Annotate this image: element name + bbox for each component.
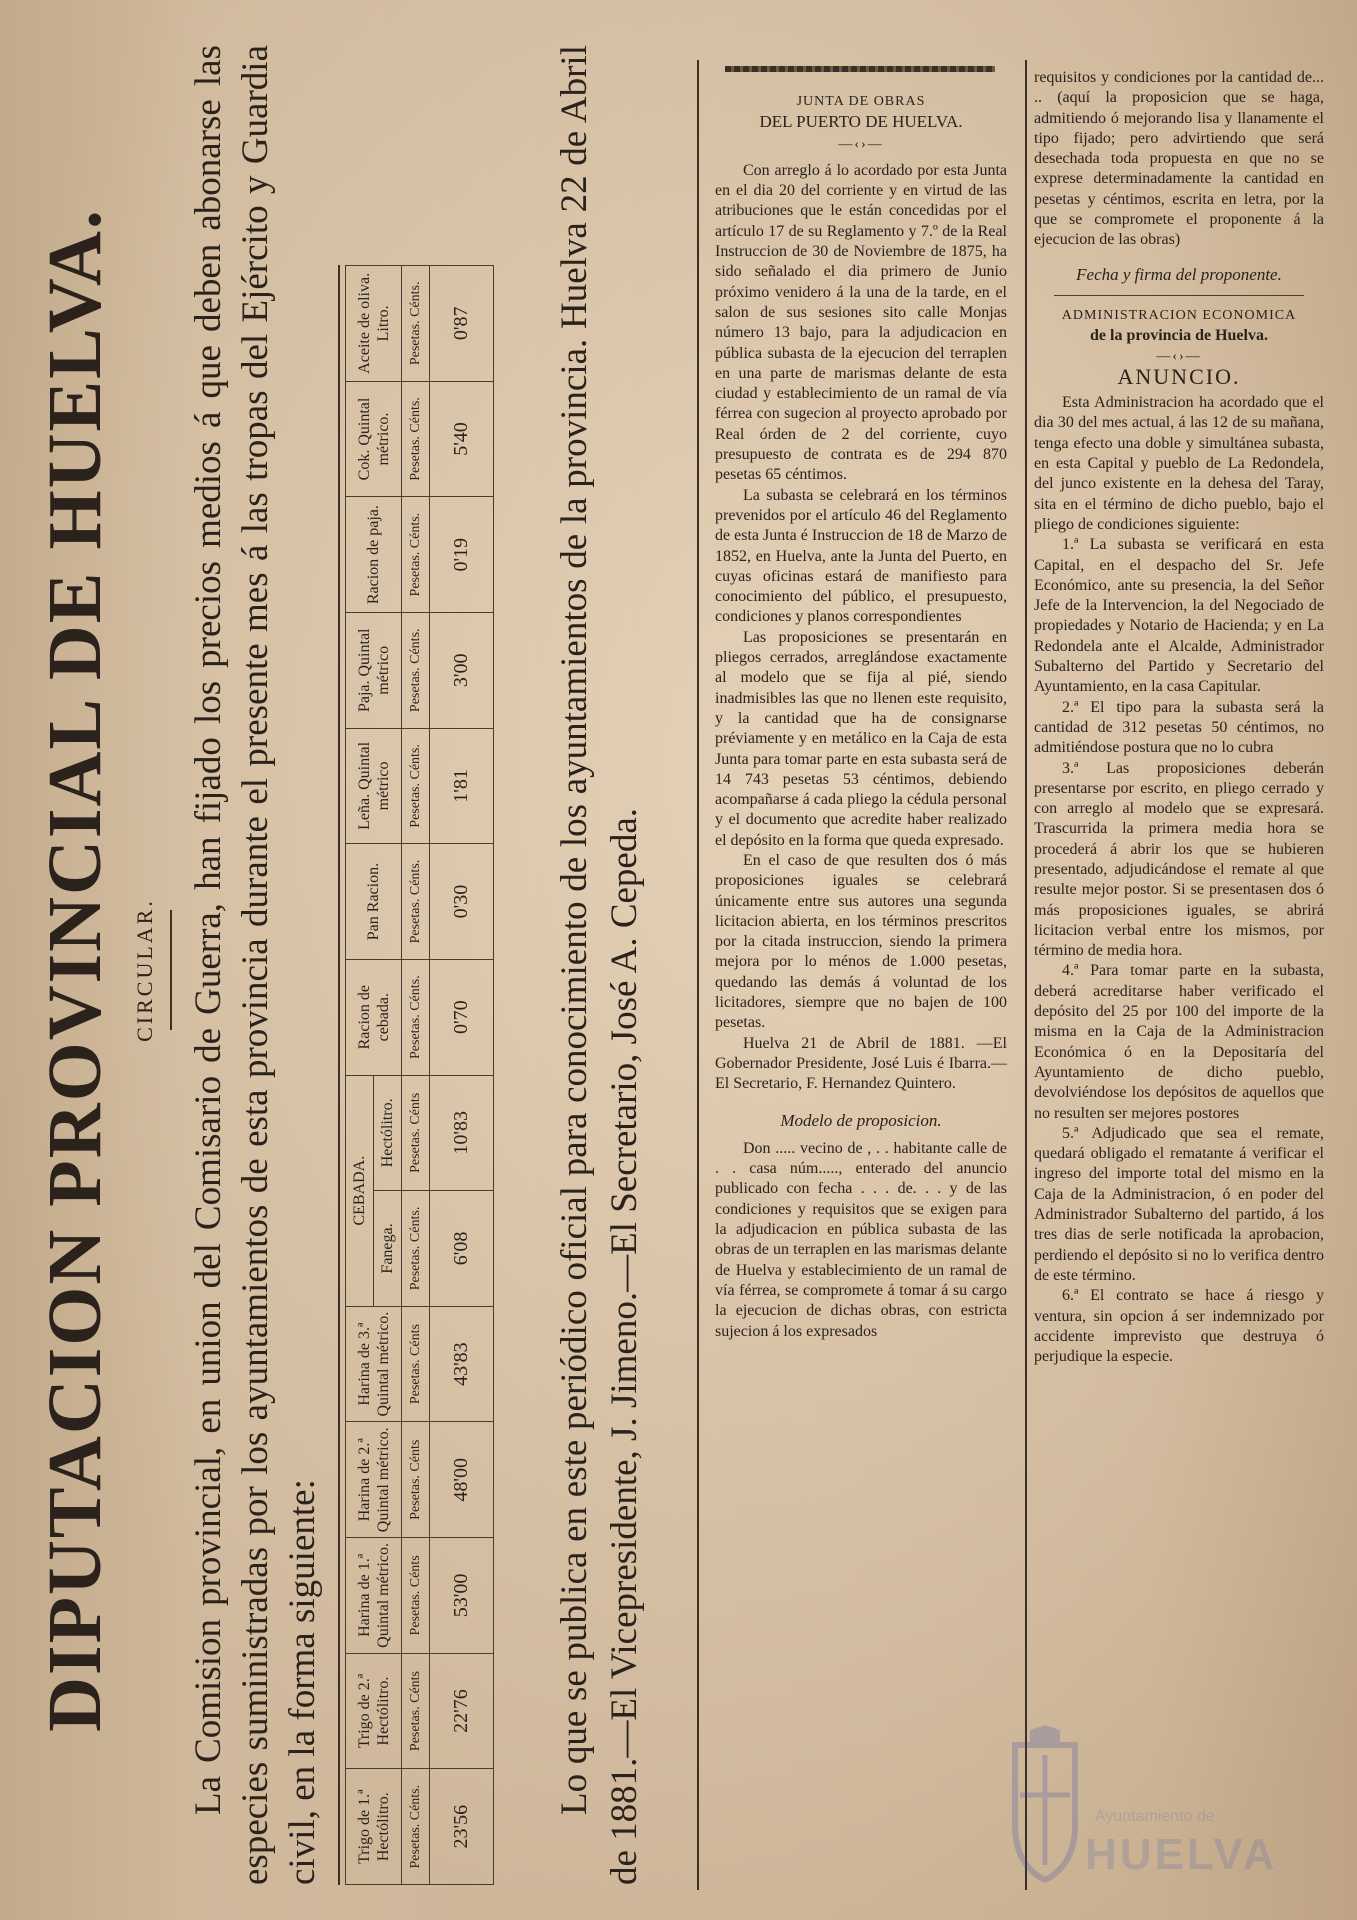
junta-title-line2: DEL PUERTO DE HUELVA. <box>759 112 963 132</box>
unit-cell: Pesetas. Cénts. <box>402 959 430 1075</box>
table-top-rule <box>338 265 340 1885</box>
header-harina-1: Harina de 1.ª Quintal métrico. <box>346 1538 402 1654</box>
junta-paragraph: En el caso de que resulten dos ó más proposiciones iguales se celebrará únicamente entre sus autores una segunda licitacion abierta, en los términos prescritos por la citada instruccion, siendo la primera mejora por lo ménos de 1.000 pesetas, quedando las demás á voluntad de los licitadores, siempre que no bajen de 100 pesetas. <box>715 851 1007 1032</box>
header-trigo-2: Trigo de 2.ª Hectólitro. <box>346 1653 402 1769</box>
admin-item: 5.ª Adjudicado que sea el remate, quedará obligado el rematante á verificar el ingreso del importe total del mismo en la Caja de la Administracion, ó en poder del Administrador Subalterno del partido, á los tres dias de serle notificada la aprobacion, perdiendo el depósito si no lo verifica dentro de este término. <box>1034 1124 1324 1284</box>
header-aceite: Aceite de oliva. Litro. <box>346 266 402 382</box>
unit-cell: Pesetas. Cénts. <box>402 1191 430 1307</box>
price-value: 6'08 <box>430 1191 494 1307</box>
price-table-header-group <box>346 266 374 1885</box>
unit-cell: Pesetas. Cénts. <box>402 497 430 613</box>
price-value: 48'00 <box>430 1422 494 1538</box>
diputacion-circular-block <box>20 35 680 1905</box>
ornament: —‹›— <box>1156 348 1202 364</box>
right-column <box>1034 68 1324 1367</box>
unit-cell: Pesetas. Cénts. <box>402 381 430 497</box>
price-table-values-row <box>430 266 494 1885</box>
header-racion-cebada: Racion de cebada. <box>346 959 402 1075</box>
junta-paragraph: Con arreglo á lo acordado por esta Junta en el dia 20 del corriente y en virtud de las atribuciones que le están concedidas por el artículo 17 de su Reglamento y 7.º de la Real Instruccion de 30 de Noviembre de 1875, ha sido señalado el dia primero de Junio próximo venidero á la una de la tarde, en el salon de sus sesiones sito calle Monjas número 13 bajo, para la adjudicacion en pública subasta de la ejecucion del terraplen en una parte de marismas delante de esta ciudad y establecimiento de un ramal de vía férrea con sugecion al proyecto aprobado por Real órden de 2 del corriente, cuyo presupuesto de contrata es de 294 870 pesetas 65 céntimos. <box>715 161 1007 484</box>
price-value: 0'19 <box>430 497 494 613</box>
unit-cell: Pesetas. Cénts. <box>402 612 430 728</box>
unit-cell: Pesetas. Cénts <box>402 1653 430 1769</box>
junta-paragraph: La subasta se celebrará en los términos prevenidos por el artículo 46 del Reglamento de esta Junta é Instruccion de 18 de Marzo de 1852, en Huelva, ante la Junta del Puerto, en cuyas oficinas estará de manifiesto para conocimiento del público, el presupuesto, condiciones y planos correspondientes <box>715 486 1007 626</box>
column-divider-right <box>1025 60 1027 1890</box>
unit-cell: Pesetas. Cénts. <box>402 844 430 960</box>
price-value: 23'56 <box>430 1769 494 1885</box>
header-cebada-group: CEBADA. <box>346 1075 374 1306</box>
header-cok: Cok. Quintal métrico. <box>346 381 402 497</box>
price-table <box>345 265 494 1885</box>
circular-intro: La Comision provincial, en union del Comisario de Guerra, han fijado los precios medios á que deben abonarse las especies suministradas por los ayuntamientos de esta provincia durante el presente mes á las tropas del Ejército y Guardia civil, en la forma siguiente: <box>188 45 323 1885</box>
unit-cell: Pesetas. Cénts. <box>402 728 430 844</box>
admin-title-line1: ADMINISTRACION ECONOMICA <box>1061 307 1297 323</box>
modelo-continuation: requisitos y condiciones por la cantidad de... .. (aquí la proposicion que se haga, admitiendo ó mejorando lisa y llanamente el tipo fijado; pero advirtiendo que será desechada toda propuesta en que no se exprese determinadamente la cantidad en pesetas y céntimos, escrita en letra, por la que se compromete el proponente á la ejecucion de las obras) <box>1034 69 1324 249</box>
header-lena: Leña. Quintal métrico <box>346 728 402 844</box>
admin-item: 6.ª El contrato se hace á riesgo y ventura, sin opcion á ser indemnizado por accidente imprevisto que destruya ó perjudique la especie. <box>1034 1287 1324 1366</box>
unit-cell: Pesetas. Cénts <box>402 1075 430 1191</box>
junta-signature: Huelva 21 de Abril de 1881. —El Gobernador Presidente, José Luis é Ibarra.—El Secretario, F. Hernandez Quintero. <box>715 1034 1007 1093</box>
header-harina-3: Harina de 3.ª Quintal métrico. <box>346 1306 402 1422</box>
admin-item: 3.ª Las proposiciones deberán presentarse por escrito, en pliego cerrado y con arreglo al modelo que se expresará. Trascurrida la primera media hora se procederá á abrir los que se hubieren presentado, adjudicándose el remate al que resulte mejor postor. Si se presentasen dos ó más proposiciones iguales, se abrirá licitacion verbal entre los mismos, por término de media hora. <box>1034 759 1324 960</box>
admin-title-line2: de la provincia de Huelva. <box>1090 327 1268 345</box>
price-value: 0'70 <box>430 959 494 1075</box>
anuncio-title: ANUNCIO. <box>1117 363 1241 389</box>
admin-intro: Esta Administracion ha acordado que el dia 30 del mes actual, á las 12 de su mañana, tenga efecto una doble y simultánea subasta, en esta Capital y pueblo de La Redondela, del junco existente en la dehesa del Taray, sita en el término de dicho pueblo, bajo el pliego de condiciones siguiente: <box>1034 394 1324 533</box>
unit-cell: Pesetas. Cénts <box>402 1306 430 1422</box>
archive-watermark <box>1005 1720 1305 1890</box>
junta-column <box>715 92 1007 1342</box>
junta-paragraph: Las proposiciones se presentarán en pliegos cerrados, arreglándose exactamente al modelo que se fija al pié, siendo inadmisibles las que no llenen este requisito, y la cantidad que ha de consignarse préviamente y en metálico en la Caja de esta Junta para tomar parte en esta subasta será de 14 743 pesetas 53 céntimos, debiendo acompañarse á cada pliego la cédula personal y el documento que acredite haber realizado el depósito en la forma que queda expresado. <box>715 628 1007 849</box>
price-value: 22'76 <box>430 1653 494 1769</box>
ornament: —‹›— <box>838 136 884 152</box>
column-top-ornament <box>725 66 995 72</box>
modelo-title: Modelo de proposicion. <box>780 1110 942 1130</box>
header-trigo-1: Trigo de 1.ª Hectólitro. <box>346 1769 402 1885</box>
header-cebada-hectolitro: Hectólitro. <box>374 1075 402 1191</box>
price-value: 10'83 <box>430 1075 494 1191</box>
circular-closing: Lo que se publica en este periódico oficial para conocimiento de los ayuntamientos de la provincia. Huelva 22 de Abril de 1881.—El Vicepresidente, J. Jimeno.—El Secretario, José A. Cepeda. <box>554 45 645 1885</box>
admin-item: 2.ª El tipo para la subasta será la cantidad de 312 pesetas 50 céntimos, no admitiéndose postura que no lo cubra <box>1034 698 1324 757</box>
price-value: 53'00 <box>430 1538 494 1654</box>
price-value: 0'30 <box>430 844 494 960</box>
modelo-text: Don ..... vecino de , . . habitante calle de . . casa núm....., enterado del anuncio publicado con fecha . . . de. . . y de las condiciones y requisitos que se exigen para la adjudicacion en pública subasta de las obras de un terraplen en las marismas delante de Huelva y establecimiento de un ramal de vía férrea, se compromete á tomar á su cargo la ejecucion de dichas obras, con estricta sujecion á los expresados <box>715 1139 1007 1340</box>
price-value: 43'83 <box>430 1306 494 1422</box>
section-rule <box>1054 295 1304 296</box>
unit-cell: Pesetas. Cénts <box>402 1422 430 1538</box>
header-harina-2: Harina de 2.ª Quintal métrico. <box>346 1422 402 1538</box>
header-pan: Pan Racion. <box>346 844 402 960</box>
admin-item: 4.ª Para tomar parte en la subasta, deberá acreditarse haber verificado el depósito del 25 por 100 del importe de la misma en la Caja de la Administracion Económica ó en la Depositaría del Ayuntamiento de dicho pueblo, devolviéndose los depósitos de aquellos que no resulten ser mejores postores <box>1034 962 1324 1122</box>
fecha-firma: Fecha y firma del proponente. <box>1076 264 1282 284</box>
unit-cell: Pesetas. Cénts. <box>402 1769 430 1885</box>
admin-item: 1.ª La subasta se verificará en esta Capital, en el despacho del Sr. Jefe Económico, ante su presencia, la del Señor Jefe de la Intervencion, la del Negociado de propiedades y Notario de Hacienda; y en La Redondela ante el Alcalde, Administrador Subalterno del Partido y Secretario del Ayuntamiento, en la casa Capitular. <box>1034 536 1324 696</box>
masthead-title: DIPUTACION PROVINCIAL DE HUELVA. <box>33 208 117 1732</box>
circular-label: CIRCULAR. <box>132 898 157 1042</box>
price-table-units-row <box>402 266 430 1885</box>
header-cebada-fanega: Fanega. <box>374 1191 402 1307</box>
price-value: 5'40 <box>430 381 494 497</box>
unit-cell: Pesetas. Cénts. <box>402 266 430 382</box>
shield-icon <box>1005 1725 1085 1885</box>
price-value: 1'81 <box>430 728 494 844</box>
junta-title-line1: JUNTA DE OBRAS <box>796 94 926 109</box>
watermark-top-text: Ayuntamiento de <box>1095 1808 1215 1825</box>
unit-cell: Pesetas. Cénts <box>402 1538 430 1654</box>
circular-rule <box>170 910 172 1030</box>
price-value: 0'87 <box>430 266 494 382</box>
price-value: 3'00 <box>430 612 494 728</box>
header-racion-paja: Racion de paja. <box>346 497 402 613</box>
column-divider-left <box>697 60 699 1890</box>
header-paja: Paja. Quintal métrico <box>346 612 402 728</box>
watermark-text: HUELVA <box>1085 1830 1278 1879</box>
